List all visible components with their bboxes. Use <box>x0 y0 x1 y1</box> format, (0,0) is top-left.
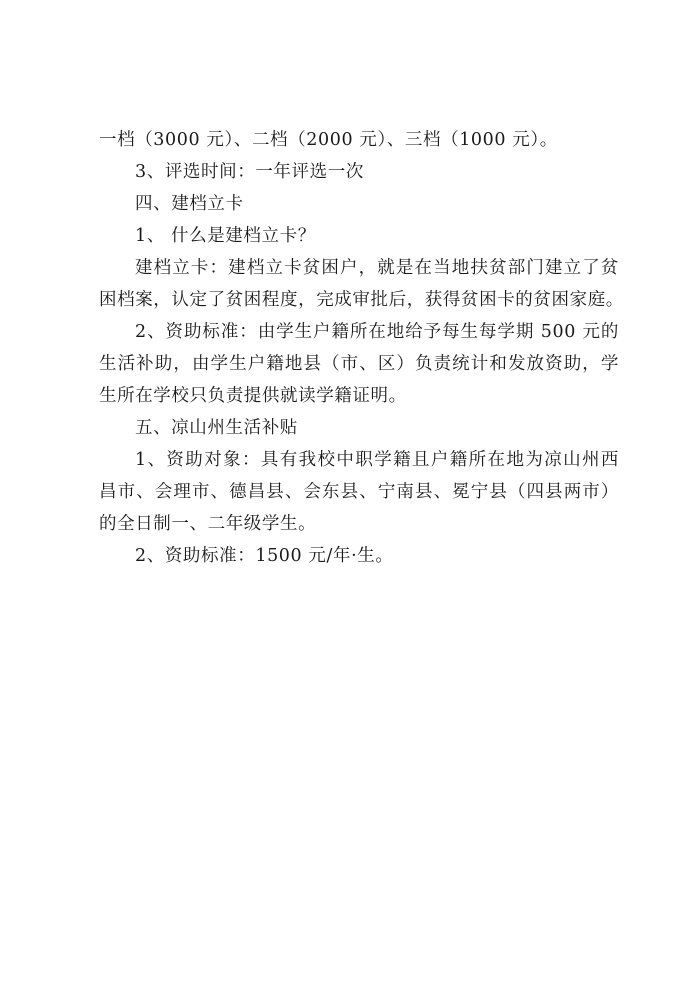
text-line: 建档立卡：建档立卡贫困户，就是在当地扶贫部门建立了贫 <box>135 258 619 278</box>
section-heading-liangshan-subsidy <box>99 412 619 444</box>
text-line: 一档（3000 元）、二档（2000 元）、三档（1000 元）。 <box>99 130 558 150</box>
document-body <box>99 124 624 572</box>
text-line: 生所在学校只负责提供就读学籍证明。 <box>99 386 407 406</box>
text-line: 1、 什么是建档立卡？ <box>135 226 316 246</box>
paragraph-question <box>99 220 619 252</box>
text-line: 2、资助标准：1500 元/年·生。 <box>135 546 394 566</box>
text-line: 生活补助，由学生户籍地县（市、区）负责统计和发放资助，学 <box>99 354 619 374</box>
text-line: 1、资助对象：具有我校中职学籍且户籍所在地为凉山州西 <box>135 450 619 470</box>
text-line: 3、评选时间：一年评选一次 <box>135 162 364 182</box>
text-line: 的全日制一、二年级学生。 <box>99 514 317 534</box>
text-line: 困档案，认定了贫困程度，完成审批后，获得贫困卡的贫困家庭。 <box>99 290 624 310</box>
text-line: 五、凉山州生活补贴 <box>135 418 298 438</box>
text-line: 2、资助标准：由学生户籍所在地给予每生每学期 500 元的 <box>135 322 619 342</box>
paragraph-filing-standard <box>99 316 619 412</box>
section-heading-filing-card <box>99 188 619 220</box>
text-line: 昌市、会理市、德昌县、会东县、宁南县、冕宁县（四县两市） <box>99 482 619 502</box>
paragraph-filing-definition <box>99 252 624 316</box>
paragraph-liangshan-target <box>99 444 619 540</box>
text-line: 四、建档立卡 <box>135 194 244 214</box>
paragraph-liangshan-standard <box>99 540 619 572</box>
paragraph-grant-tiers <box>99 124 619 156</box>
paragraph-selection-time <box>99 156 619 188</box>
